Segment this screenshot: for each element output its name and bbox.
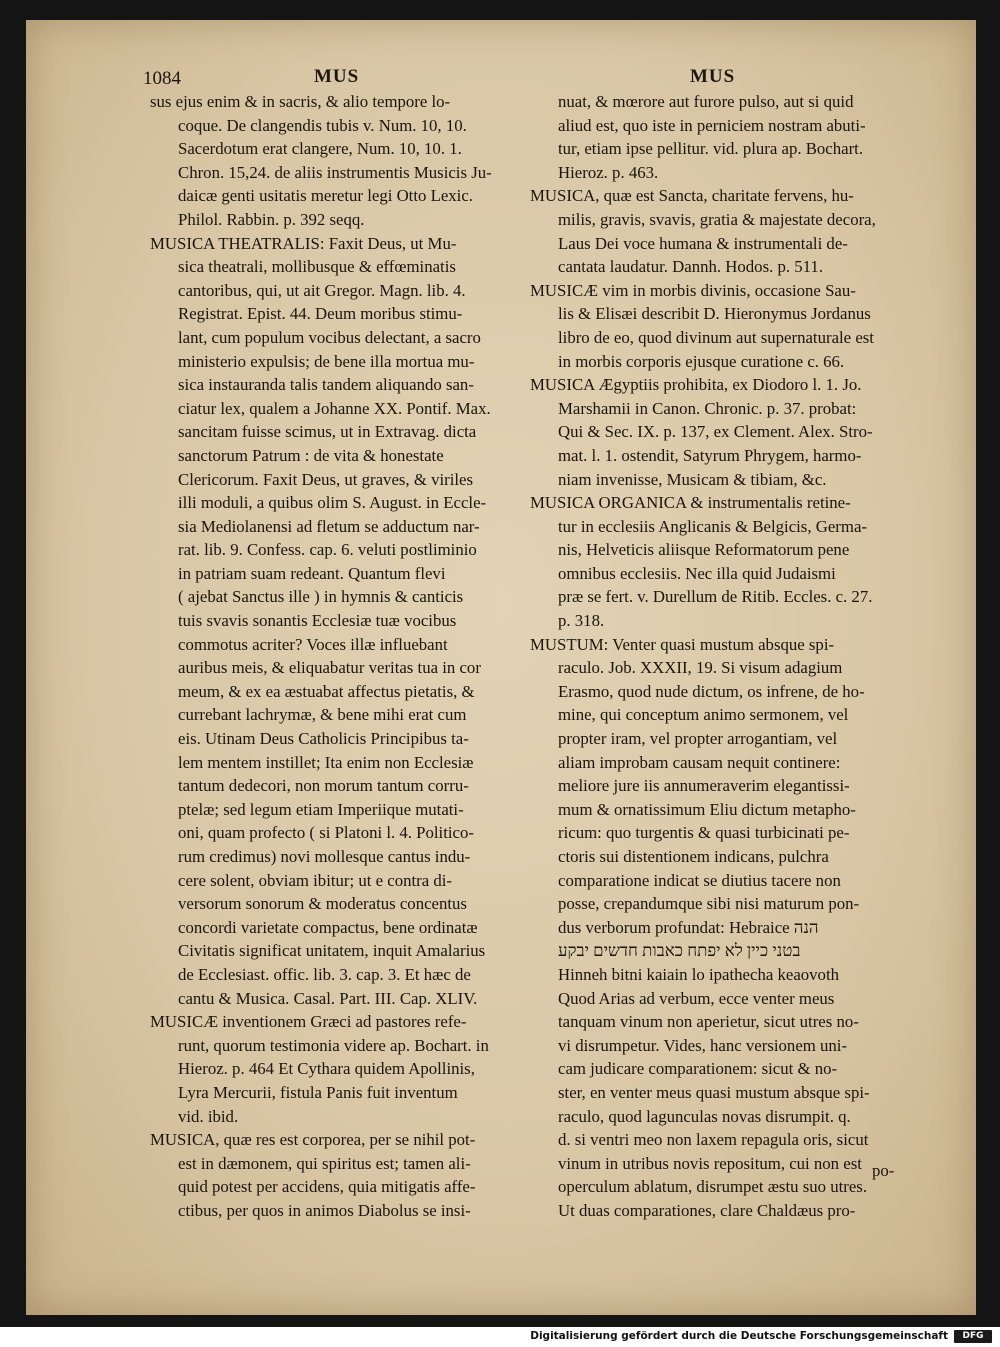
text-line: milis, gravis, svavis, gratia & majestate decora,	[558, 209, 876, 229]
text-line: tur, etiam ipse pellitur. vid. plura ap. Bochart.	[558, 139, 864, 159]
headword-right: MUS	[690, 66, 736, 87]
text-line: libro de eo, quod divinum aut supernaturale est	[558, 327, 874, 347]
text-line: cantata laudatur. Dannh. Hodos. p. 511.	[558, 257, 824, 277]
text-line: de Ecclesiast. offic. lib. 3. cap. 3. Et hæc de	[178, 964, 471, 984]
text-line: tantum dedecori, non morum tantum corru-	[178, 776, 469, 796]
text-line: quid potest per accidens, quia mitigatis affe-	[178, 1177, 476, 1197]
text-line: ctibus, per quos in animos Diabolus se insi-	[178, 1200, 471, 1220]
text-line: ciatur lex, qualem a Johanne XX. Pontif. Max.	[178, 398, 491, 418]
text-line: lis & Elisæi describit D. Hieronymus Jordanus	[558, 304, 871, 324]
text-line: Philol. Rabbin. p. 392 seqq.	[178, 209, 365, 229]
text-line: d. si ventri meo non laxem repagula oris, sicut	[558, 1130, 869, 1150]
headword-left: MUS	[314, 66, 360, 87]
text-line: Marshamii in Canon. Chronic. p. 37. probat:	[558, 398, 857, 418]
running-head	[0, 62, 1000, 92]
text-line: vi disrumpetur. Vides, hanc versionem uni-	[558, 1035, 848, 1055]
text-line: oni, quam profecto ( si Platoni l. 4. Politico-	[178, 823, 474, 843]
text-line: meum, & ex ea æstuabat affectus pietatis, &	[178, 681, 475, 701]
dfg-logo-icon: DFG	[954, 1330, 992, 1343]
text-line: Erasmo, quod nude dictum, os infrene, de ho-	[558, 681, 865, 701]
text-line: præ se fert. v. Durellum de Ritib. Eccles. c. 27.	[558, 587, 873, 607]
text-line: tur in ecclesiis Anglicanis & Belgicis, Germa-	[558, 516, 867, 536]
text-line: Registrat. Epist. 44. Deum moribus stimu-	[178, 304, 463, 324]
text-line: vid. ibid.	[178, 1106, 239, 1126]
text-line: propter iram, vel propter arrogantiam, vel	[558, 729, 838, 749]
text-line: MUSICÆ inventionem Græci ad pastores refe-	[150, 1012, 467, 1032]
text-line: ster, en venter meus quasi mustum absque spi-	[558, 1082, 870, 1102]
text-line: Hinneh bitni kaiain lo ipathecha keaovoth	[558, 964, 840, 984]
text-line: operculum ablatum, disrumpet æstu suo utres.	[558, 1177, 868, 1197]
text-line: daicæ genti usitatis meretur legi Otto Lexic.	[178, 186, 473, 206]
text-line: lem mentem instillet; Ita enim non Ecclesiæ	[178, 752, 474, 772]
text-line: dus verborum profundat: Hebraice הנה	[558, 917, 819, 937]
text-line: est in dæmonem, qui spiritus est; tamen ali-	[178, 1153, 471, 1173]
left-column	[150, 90, 516, 1223]
text-line: MUSICA, quæ est Sancta, charitate fervens, hu-	[530, 186, 854, 206]
text-line: aliam improbam causam nequit continere:	[558, 752, 841, 772]
text-line: omnibus ecclesiis. Nec illa quid Judaismi	[558, 563, 836, 583]
text-line: posse, crepandumque sibi nisi maturum pon-	[558, 894, 860, 914]
text-line: cam judicare comparationem: sicut & no-	[558, 1059, 838, 1079]
text-line: raculo. Job. XXXII, 19. Si visum adagium	[558, 658, 843, 678]
text-line: illi moduli, a quibus olim S. August. in Eccle-	[178, 493, 487, 513]
text-line: lant, cum populum vocibus delectant, a sacro	[178, 327, 481, 347]
text-line: cere solent, obviam ibitur; ut e contra di-	[178, 870, 453, 890]
text-line: MUSICA, quæ res est corporea, per se nihil pot-	[150, 1130, 476, 1150]
text-line: tuis svavis sonantis Ecclesiæ tuæ vocibus	[178, 611, 457, 631]
text-line: in patriam suam redeant. Quantum flevi	[178, 563, 446, 583]
text-line: tanquam vinum non aperietur, sicut utres no-	[558, 1012, 859, 1032]
text-line: cantu & Musica. Casal. Part. III. Cap. XLIV.	[178, 988, 478, 1008]
catchword: po-	[872, 1161, 895, 1180]
text-line: Hieroz. p. 463.	[558, 162, 659, 182]
text-line: meliore jure iis annumeraverim elegantissi-	[558, 776, 850, 796]
right-column	[530, 90, 896, 1223]
text-line: MUSICÆ vim in morbis divinis, occasione Sau-	[530, 280, 856, 300]
text-line: coque. De clangendis tubis v. Num. 10, 10.	[178, 115, 467, 135]
text-line: Laus Dei voce humana & instrumentali de-	[558, 233, 848, 253]
text-line: Quod Arias ad verbum, ecce venter meus	[558, 988, 835, 1008]
text-line: Ut duas comparationes, clare Chaldæus pro-	[558, 1200, 856, 1220]
footer-bar	[0, 1327, 1000, 1347]
text-line: sancitam fuisse scimus, ut in Extravag. dicta	[178, 422, 477, 442]
text-line: MUSICA Ægyptiis prohibita, ex Diodoro l. 1. Jo.	[530, 375, 862, 395]
text-line: cantoribus, qui, ut ait Gregor. Magn. lib. 4.	[178, 280, 466, 300]
text-line: p. 318.	[558, 611, 605, 631]
text-line: currebant lachrymæ, & bene mihi erat cum	[178, 705, 467, 725]
footer-funding-text: Digitalisierung gefördert durch die Deutsche Forschungsgemeinschaft	[530, 1330, 948, 1342]
text-line: sia Mediolanensi ad fletum se adductum nar-	[178, 516, 480, 536]
text-line: בטני כיין לא יפתח כאבות חדשים יבקע	[558, 941, 801, 961]
text-line: commotus acriter? Voces illæ influebant	[178, 634, 448, 654]
text-line: eis. Utinam Deus Catholicis Principibus ta-	[178, 729, 469, 749]
text-line: Civitatis significat unitatem, inquit Amalarius	[178, 941, 486, 961]
text-line: MUSTUM: Venter quasi mustum absque spi-	[530, 634, 835, 654]
text-line: aliud est, quo iste in perniciem nostram abuti-	[558, 115, 866, 135]
text-line: Clericorum. Faxit Deus, ut graves, & viriles	[178, 469, 474, 489]
text-line: runt, quorum testimonia videre ap. Bochart. in	[178, 1035, 489, 1055]
text-line: sanctorum Patrum : de vita & honestate	[178, 445, 444, 465]
text-line: comparatione indicat se diutius tacere non	[558, 870, 841, 890]
text-line: auribus meis, & eliquabatur veritas tua in cor	[178, 658, 481, 678]
text-line: concordi varietate compactus, bene ordinatæ	[178, 917, 478, 937]
text-line: rat. lib. 9. Confess. cap. 6. veluti postliminio	[178, 540, 477, 560]
text-line: sica instauranda talis tandem aliquando san-	[178, 375, 474, 395]
text-line: ctoris sui distentionem indicans, pulchra	[558, 847, 829, 866]
text-line: nuat, & mœrore aut furore pulso, aut si quid	[558, 92, 854, 111]
text-line: in morbis corporis ejusque curatione c. 66.	[558, 351, 845, 371]
text-line: ministerio expulsis; de bene illa mortua mu-	[178, 351, 475, 371]
text-line: Hieroz. p. 464 Et Cythara quidem Apollinis,	[178, 1059, 475, 1079]
text-line: mat. l. 1. ostendit, Satyrum Phrygem, harmo-	[558, 445, 862, 465]
text-line: ricum: quo turgentis & quasi turbicinati pe-	[558, 823, 850, 843]
text-line: mum & ornatissimum Eliu dictum metapho-	[558, 799, 856, 819]
text-line: Sacerdotum erat clangere, Num. 10, 10. 1.	[178, 139, 462, 159]
text-line: rum credimus) novi mollesque cantus indu-	[178, 847, 471, 866]
text-line: raculo, quod lagunculas novas disrumpit. q.	[558, 1106, 851, 1126]
text-line: mine, qui conceptum animo sermonem, vel	[558, 705, 849, 725]
text-line: MUSICA THEATRALIS: Faxit Deus, ut Mu-	[150, 233, 457, 253]
text-line: sica theatrali, mollibusque & effœminatis	[178, 257, 456, 277]
text-line: ptelæ; sed legum etiam Imperiique mutati-	[178, 799, 464, 819]
text-line: sus ejus enim & in sacris, & alio tempore lo-	[150, 92, 451, 111]
page-number: 1084	[143, 68, 181, 89]
text-line: Qui & Sec. IX. p. 137, ex Clement. Alex. Stro-	[558, 422, 873, 442]
text-line: vinum in utribus novis repositum, cui non est	[558, 1153, 862, 1173]
text-line: nis, Helveticis aliisque Reformatorum pene	[558, 540, 850, 560]
text-line: ( ajebat Sanctus ille ) in hymnis & canticis	[178, 587, 464, 607]
text-line: versorum sonorum & moderatus concentus	[178, 894, 467, 914]
text-line: Lyra Mercurii, fistula Panis fuit inventum	[178, 1082, 458, 1102]
text-line: Chron. 15,24. de aliis instrumentis Musicis Ju-	[178, 162, 492, 182]
text-line: MUSICA ORGANICA & instrumentalis retine-	[530, 493, 851, 513]
text-line: niam invenisse, Musicam & tibiam, &c.	[558, 469, 827, 489]
